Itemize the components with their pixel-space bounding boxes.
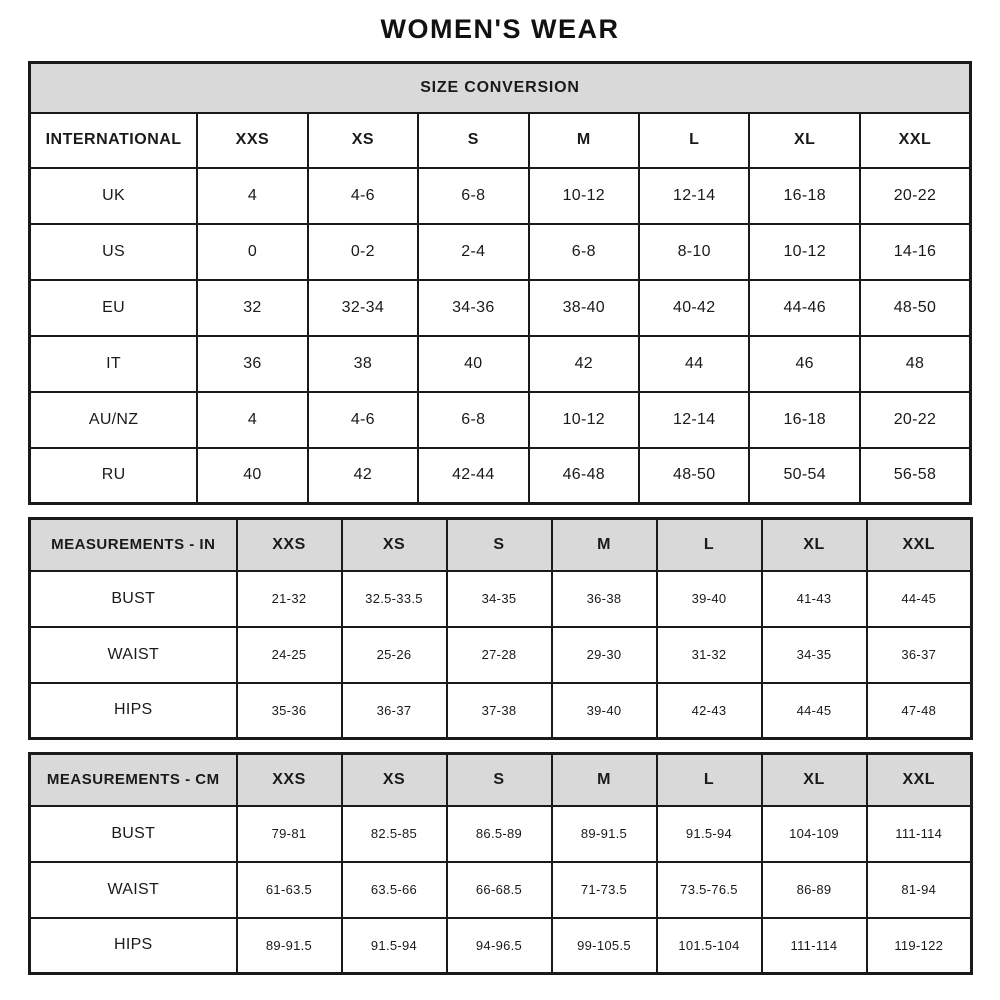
value-cell: 21-32 (237, 571, 342, 627)
value-cell: 6-8 (418, 392, 528, 448)
value-cell: 4 (197, 392, 307, 448)
value-cell: 48-50 (639, 448, 749, 504)
row-label: UK (30, 168, 198, 224)
value-cell: 31-32 (657, 627, 762, 683)
row-label: BUST (30, 806, 237, 862)
size-conversion-banner-row (30, 63, 971, 113)
value-cell: 27-28 (447, 627, 552, 683)
size-label: XS (342, 519, 447, 571)
size-label: S (447, 519, 552, 571)
value-cell: 86-89 (762, 862, 867, 918)
value-cell: 6-8 (529, 224, 639, 280)
size-conversion-table (28, 61, 972, 505)
table-row (30, 571, 972, 627)
size-label: XXS (237, 519, 342, 571)
value-cell: 36 (197, 336, 307, 392)
value-cell: 119-122 (867, 918, 972, 974)
table-row (30, 862, 972, 918)
table-row (30, 806, 972, 862)
value-cell: 42-43 (657, 683, 762, 739)
value-cell: 12-14 (639, 168, 749, 224)
value-cell: 10-12 (749, 224, 859, 280)
size-label: M (552, 754, 657, 806)
value-cell: 111-114 (762, 918, 867, 974)
size-label: L (639, 113, 749, 168)
value-cell: 38-40 (529, 280, 639, 336)
size-label: XS (342, 754, 447, 806)
table-row (30, 280, 971, 336)
value-cell: 34-35 (447, 571, 552, 627)
value-cell: 36-37 (867, 627, 972, 683)
value-cell: 6-8 (418, 168, 528, 224)
table-row (30, 224, 971, 280)
value-cell: 35-36 (237, 683, 342, 739)
row-label: US (30, 224, 198, 280)
value-cell: 66-68.5 (447, 862, 552, 918)
value-cell: 89-91.5 (237, 918, 342, 974)
size-label: XXL (867, 519, 972, 571)
international-label: INTERNATIONAL (30, 113, 198, 168)
row-label: IT (30, 336, 198, 392)
table-row (30, 336, 971, 392)
value-cell: 36-37 (342, 683, 447, 739)
value-cell: 38 (308, 336, 418, 392)
value-cell: 41-43 (762, 571, 867, 627)
size-label: XXS (197, 113, 307, 168)
value-cell: 101.5-104 (657, 918, 762, 974)
value-cell: 4-6 (308, 168, 418, 224)
size-label: S (447, 754, 552, 806)
row-label: RU (30, 448, 198, 504)
size-label: L (657, 519, 762, 571)
value-cell: 4 (197, 168, 307, 224)
size-label: XS (308, 113, 418, 168)
row-label: BUST (30, 571, 237, 627)
value-cell: 63.5-66 (342, 862, 447, 918)
row-label: EU (30, 280, 198, 336)
value-cell: 44-46 (749, 280, 859, 336)
value-cell: 39-40 (657, 571, 762, 627)
size-label: S (418, 113, 528, 168)
measurements-cm-header-row (30, 754, 972, 806)
value-cell: 48 (860, 336, 971, 392)
value-cell: 4-6 (308, 392, 418, 448)
size-label: XL (762, 754, 867, 806)
value-cell: 91.5-94 (342, 918, 447, 974)
value-cell: 86.5-89 (447, 806, 552, 862)
size-label: L (657, 754, 762, 806)
value-cell: 46-48 (529, 448, 639, 504)
value-cell: 61-63.5 (237, 862, 342, 918)
table-row (30, 683, 972, 739)
value-cell: 2-4 (418, 224, 528, 280)
value-cell: 91.5-94 (657, 806, 762, 862)
value-cell: 50-54 (749, 448, 859, 504)
row-label: HIPS (30, 683, 237, 739)
value-cell: 20-22 (860, 168, 971, 224)
value-cell: 56-58 (860, 448, 971, 504)
table-row (30, 918, 972, 974)
value-cell: 14-16 (860, 224, 971, 280)
value-cell: 111-114 (867, 806, 972, 862)
value-cell: 40 (418, 336, 528, 392)
value-cell: 82.5-85 (342, 806, 447, 862)
value-cell: 47-48 (867, 683, 972, 739)
value-cell: 94-96.5 (447, 918, 552, 974)
value-cell: 73.5-76.5 (657, 862, 762, 918)
value-cell: 32 (197, 280, 307, 336)
table-row (30, 448, 971, 504)
table-row (30, 168, 971, 224)
row-label: AU/NZ (30, 392, 198, 448)
row-label: WAIST (30, 862, 237, 918)
value-cell: 104-109 (762, 806, 867, 862)
value-cell: 42 (529, 336, 639, 392)
measurements-in-header-row (30, 519, 972, 571)
value-cell: 10-12 (529, 168, 639, 224)
value-cell: 10-12 (529, 392, 639, 448)
size-conversion-header-row (30, 113, 971, 168)
measurements-cm-title: MEASUREMENTS - CM (30, 754, 237, 806)
value-cell: 39-40 (552, 683, 657, 739)
value-cell: 42 (308, 448, 418, 504)
value-cell: 32.5-33.5 (342, 571, 447, 627)
value-cell: 79-81 (237, 806, 342, 862)
value-cell: 46 (749, 336, 859, 392)
size-label: M (552, 519, 657, 571)
value-cell: 89-91.5 (552, 806, 657, 862)
value-cell: 16-18 (749, 392, 859, 448)
value-cell: 12-14 (639, 392, 749, 448)
measurements-in-table (28, 517, 973, 740)
value-cell: 25-26 (342, 627, 447, 683)
size-label: XL (749, 113, 859, 168)
size-label: M (529, 113, 639, 168)
value-cell: 71-73.5 (552, 862, 657, 918)
row-label: HIPS (30, 918, 237, 974)
value-cell: 44 (639, 336, 749, 392)
value-cell: 37-38 (447, 683, 552, 739)
value-cell: 16-18 (749, 168, 859, 224)
value-cell: 34-36 (418, 280, 528, 336)
value-cell: 8-10 (639, 224, 749, 280)
value-cell: 40-42 (639, 280, 749, 336)
value-cell: 42-44 (418, 448, 528, 504)
size-conversion-title: SIZE CONVERSION (30, 63, 971, 113)
value-cell: 20-22 (860, 392, 971, 448)
value-cell: 36-38 (552, 571, 657, 627)
value-cell: 29-30 (552, 627, 657, 683)
table-row (30, 627, 972, 683)
value-cell: 24-25 (237, 627, 342, 683)
measurements-cm-table (28, 752, 973, 975)
value-cell: 44-45 (867, 571, 972, 627)
measurements-in-title: MEASUREMENTS - IN (30, 519, 237, 571)
value-cell: 0-2 (308, 224, 418, 280)
size-label: XXL (860, 113, 971, 168)
value-cell: 0 (197, 224, 307, 280)
value-cell: 48-50 (860, 280, 971, 336)
size-label: XXS (237, 754, 342, 806)
page-title: WOMEN'S WEAR (380, 14, 620, 44)
size-label: XL (762, 519, 867, 571)
value-cell: 44-45 (762, 683, 867, 739)
value-cell: 32-34 (308, 280, 418, 336)
row-label: WAIST (30, 627, 237, 683)
value-cell: 99-105.5 (552, 918, 657, 974)
table-row (30, 392, 971, 448)
value-cell: 34-35 (762, 627, 867, 683)
value-cell: 81-94 (867, 862, 972, 918)
value-cell: 40 (197, 448, 307, 504)
size-label: XXL (867, 754, 972, 806)
